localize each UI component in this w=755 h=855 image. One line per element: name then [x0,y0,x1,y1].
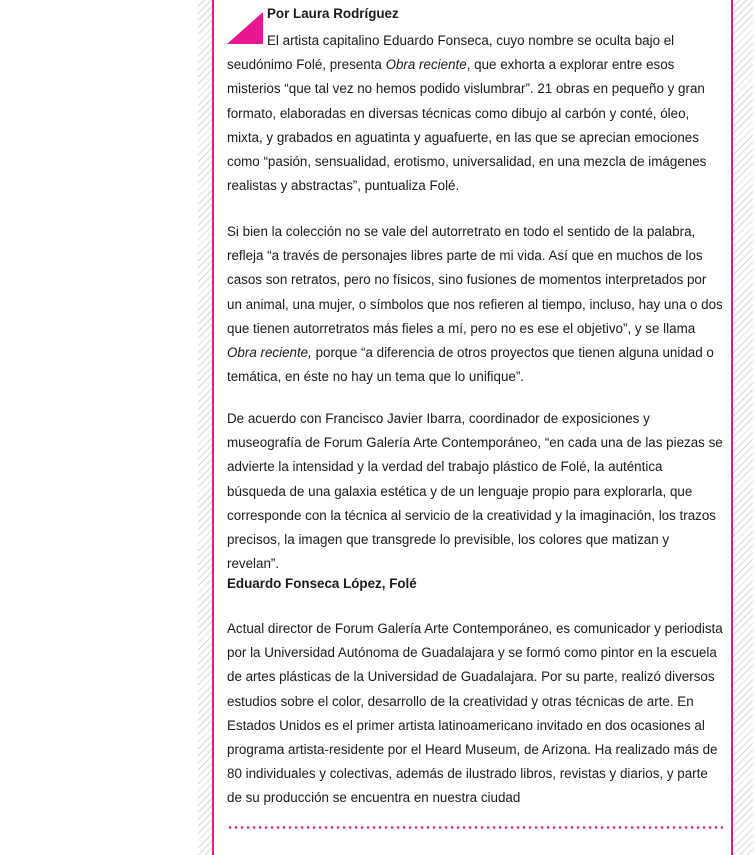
left-pink-frame-line [212,0,214,855]
byline: Por Laura Rodríguez [267,6,399,21]
paragraph-intro-lead: El artista capitalino Eduardo Fonseca, cuyo nombre se oculta bajo el [267,33,675,48]
paragraph-autorretrato [227,220,723,389]
paragraph-autorretrato-text-b: porque “a diferencia de otros proyectos que tienen alguna unidad o temática, en éste no hay un tema que lo unifique”. [227,345,714,385]
work-title-2: Obra reciente, [227,345,312,361]
paragraph-intro-text-b: , que exhorta a explorar entre esos misterios “que tal vez no hemos podido vislumbrar”. 21 obras en pequeño y gran formato, elaboradas en diversas técnicas como dibujo al carbón y conté, óleo, mixta, y grabados en aguatinta y aguafuerte, en las que se aprecian emociones como “pasión, sensualidad, erotismo, universalidad, en una mezcla de imágenes realistas y abstractas”, puntualiza Folé. [227,57,707,194]
left-striped-border [198,0,212,855]
paragraph-biography: Actual director de Forum Galería Arte Contemporáneo, es comunicador y periodista por la Universidad Autónoma de Guadalajara y se formó como pintor en la escuela de artes plásticas de la Universidad de Guadalajara. Por su parte, realizó diversos estudios sobre el color, desarrollo de la creatividad y otras técnicas de arte. En Estados Unidos es el primer artista latinoamericano invitado en dos ocasiones al programa artista-residente por el Heard Museum, de Arizona. Ha realizado más de 80 individuales y colectivas, además de ilustrado libros, revistas y diarios, y parte de su producción se encuentra en nuestra ciudad [227,621,723,806]
paragraph-intro [227,29,723,198]
right-striped-border [733,0,753,855]
work-title: Obra reciente [385,57,467,73]
dotted-divider [227,826,723,829]
paragraph-intro-text-a: seudónimo Folé, presenta [227,57,386,73]
section-heading: Eduardo Fonseca López, Folé [227,576,417,591]
paragraph-autorretrato-text-a: Si bien la colección no se vale del autorretrato en todo el sentido de la palabra, refleja “a través de personajes libres parte de mi vida. Así que en muchos de los casos son retratos, pero no físicos, sino fusiones de momentos interpretados por un animal, una mujer, o símbolos que nos refieren al tiempo, incluso, hay una o dos que tienen autorretratos más fieles a mí, pero no es ese el objetivo”, y se llama [227,224,723,336]
paragraph-ibarra-quote: De acuerdo con Francisco Javier Ibarra, coordinador de exposiciones y museografía de Forum Galería Arte Contemporáneo, “en cada una de las piezas se advierte la intensidad y la verdad del trabajo plástico de Folé, la auténtica búsqueda de una galaxia estética y de un lenguaje propio para explorarla, que corresponde con la técnica al servicio de la creatividad y la imaginación, los trazos precisos, la imagen que transgrede lo previsible, los colores que matizan y revelan”. [227,411,723,572]
